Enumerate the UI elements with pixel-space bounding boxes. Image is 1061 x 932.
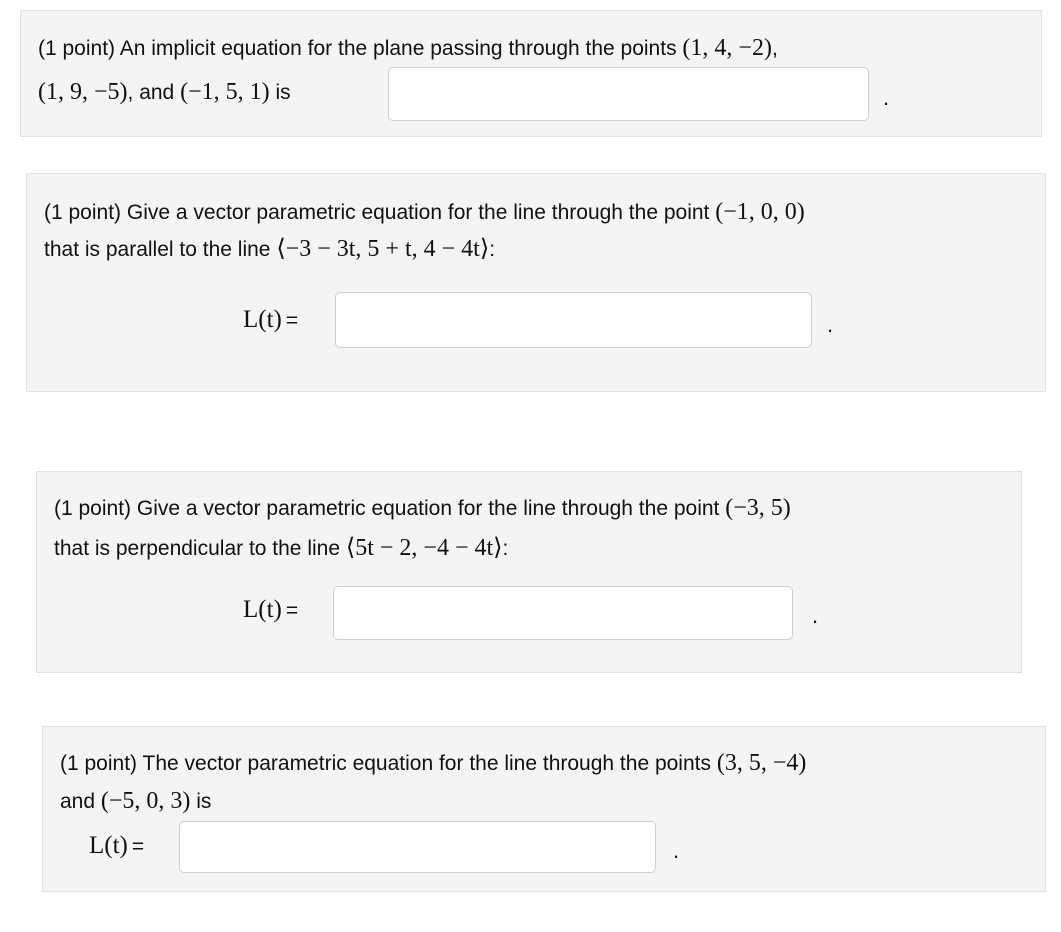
problem-3-prefix: (1 point) Give a vector parametric equation for the line through the point (54, 497, 726, 520)
problem-1-point-3: (−1, 5, 1) (180, 79, 270, 105)
problem-2-text-line-2 (44, 234, 495, 265)
problem-3-period: . (812, 603, 819, 628)
problem-2-prefix: (1 point) Give a vector parametric equation for the line through the point (44, 201, 716, 224)
problem-3 (36, 471, 1022, 673)
problem-2-lhs: L(t) (243, 306, 282, 333)
problem-4-prefix: (1 point) The vector parametric equation for the line through the points (60, 752, 717, 775)
problem-2-equals: = (285, 309, 299, 332)
problem-4-lhs: L(t) (89, 832, 128, 859)
problem-1-answer-input[interactable] (388, 67, 869, 121)
problem-4-suffix: is (190, 790, 212, 813)
problem-2-period: . (827, 312, 834, 337)
problem-2-point: (−1, 0, 0) (715, 199, 805, 225)
problem-2-line-expression: ⟨−3 − 3t, 5 + t, 4 − 4t⟩ (276, 236, 490, 262)
problem-3-lhs: L(t) (243, 596, 282, 623)
problem-3-line-prefix: that is perpendicular to the line (54, 537, 346, 560)
problem-3-point: (−3, 5) (725, 495, 791, 521)
problem-3-equals: = (285, 599, 299, 622)
problem-1-text-line-2 (38, 77, 291, 108)
problem-4-and: and (60, 790, 101, 813)
problem-2 (26, 173, 1046, 392)
problem-3-colon: : (502, 537, 509, 560)
problem-1-prefix: (1 point) An implicit equation for the plane passing through the points (38, 37, 683, 60)
problem-1-and: , and (127, 81, 181, 104)
problem-4-period: . (673, 838, 680, 863)
problem-1-point-2: (1, 9, −5) (38, 79, 128, 105)
problem-2-lhs-label (243, 305, 298, 336)
problem-1-comma: , (771, 37, 778, 60)
problem-4-text-line-1 (60, 748, 806, 779)
problem-2-colon: : (489, 238, 496, 261)
problem-2-text-line-1 (44, 197, 805, 228)
problem-1-text-line-1 (38, 33, 778, 64)
problem-4-point-2: (−5, 0, 3) (100, 788, 191, 814)
problem-1-point-1: (1, 4, −2) (682, 35, 772, 61)
problem-4-lhs-label (89, 831, 144, 862)
problem-3-line-expression: ⟨5t − 2, −4 − 4t⟩ (345, 535, 503, 561)
problem-3-text-line-2 (54, 533, 508, 564)
problem-3-text-line-1 (54, 493, 791, 524)
problem-4 (42, 726, 1046, 892)
problem-4-equals: = (131, 835, 145, 858)
problem-2-line-prefix: that is parallel to the line (44, 238, 277, 261)
problem-3-lhs-label (243, 595, 298, 626)
problem-1-period: . (883, 85, 890, 110)
problem-2-answer-input[interactable] (335, 292, 812, 348)
problem-4-point-1: (3, 5, −4) (716, 750, 807, 776)
problem-4-answer-input[interactable] (179, 821, 656, 873)
problem-1-suffix: is (269, 81, 291, 104)
problem-1 (20, 10, 1042, 137)
problem-4-text-line-2 (60, 786, 211, 817)
problem-3-answer-input[interactable] (333, 586, 793, 640)
